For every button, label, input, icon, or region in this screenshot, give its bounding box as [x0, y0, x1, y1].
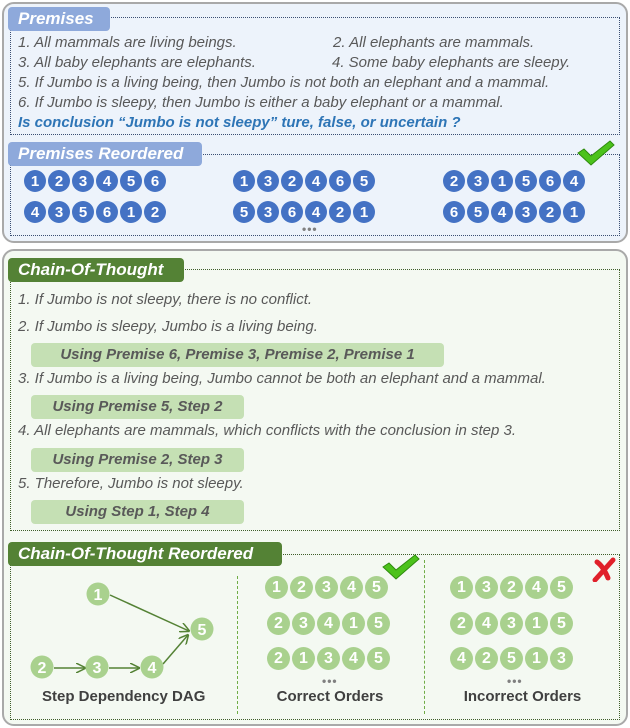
premise-node: 1 [233, 170, 255, 192]
premise-node: 1 [491, 170, 513, 192]
premise-node: 3 [72, 170, 94, 192]
premise-node: 1 [353, 201, 375, 223]
step-node: 1 [342, 612, 365, 635]
step-node: 5 [550, 576, 573, 599]
premise-node: 3 [257, 170, 279, 192]
premise-node: 5 [515, 170, 537, 192]
column-divider [237, 576, 238, 714]
step-node: 2 [267, 612, 290, 635]
premise-node: 2 [281, 170, 303, 192]
premise-order-row [24, 201, 166, 223]
premise-node: 1 [120, 201, 142, 223]
step-node: 5 [500, 647, 523, 670]
step-node: 2 [475, 647, 498, 670]
cot-step-3: 3. If Jumbo is a living being, Jumbo cannot be both an elephant and a mammal. [18, 370, 546, 387]
premise-node: 2 [48, 170, 70, 192]
cot-step-1: 1. If Jumbo is not sleepy, there is no conflict. [18, 291, 313, 308]
premise-node: 3 [257, 201, 279, 223]
checkmark-icon [576, 139, 616, 167]
step-node: 5 [550, 612, 573, 635]
premise-node: 6 [539, 170, 561, 192]
premise-node: 3 [467, 170, 489, 192]
cot-step-2: 2. If Jumbo is sleepy, Jumbo is a living being. [18, 318, 318, 335]
premise-node: 4 [24, 201, 46, 223]
checkmark-icon [381, 553, 421, 581]
premise-node: 1 [24, 170, 46, 192]
step-node: 2 [450, 612, 473, 635]
step-node: 1 [265, 576, 288, 599]
premise-node: 5 [72, 201, 94, 223]
svg-text:1: 1 [93, 587, 103, 604]
premise-node: 3 [515, 201, 537, 223]
step-node: 4 [340, 576, 363, 599]
more-orders-ellipsis: ••• [322, 674, 338, 688]
premise-node: 4 [491, 201, 513, 223]
svg-text:2: 2 [37, 660, 47, 677]
premise-node: 3 [48, 201, 70, 223]
step-node: 5 [365, 576, 388, 599]
cot-step-5-using: Using Step 1, Step 4 [31, 500, 244, 524]
premise-node: 2 [144, 201, 166, 223]
premise-node: 2 [329, 201, 351, 223]
premise-node: 4 [563, 170, 585, 192]
premise-node: 4 [305, 170, 327, 192]
step-node: 3 [550, 647, 573, 670]
cross-icon [592, 556, 616, 582]
premise-order-row [233, 201, 375, 223]
premise-order-row [443, 201, 585, 223]
cot-step-4-using: Using Premise 2, Step 3 [31, 448, 244, 472]
step-node: 4 [317, 612, 340, 635]
incorrect-orders-caption: Incorrect Orders [463, 688, 582, 705]
step-node: 1 [450, 576, 473, 599]
premises-tag: Premises [8, 7, 110, 31]
step-node: 1 [525, 612, 548, 635]
premise-node: 5 [467, 201, 489, 223]
more-orders-ellipsis: ••• [507, 674, 523, 688]
step-node: 1 [525, 647, 548, 670]
premise-node: 5 [353, 170, 375, 192]
premise-node: 6 [281, 201, 303, 223]
premise-node: 6 [443, 201, 465, 223]
step-node: 2 [267, 647, 290, 670]
step-dependency-dag [20, 570, 230, 685]
column-divider [424, 560, 425, 714]
step-node: 3 [315, 576, 338, 599]
premise-5: 5. If Jumbo is a living being, then Jumbo is not both an elephant and a mammal. [18, 74, 550, 91]
premise-4: 4. Some baby elephants are sleepy. [332, 54, 571, 71]
premise-node: 4 [96, 170, 118, 192]
step-node: 2 [290, 576, 313, 599]
premise-node: 4 [305, 201, 327, 223]
step-node: 5 [367, 612, 390, 635]
cot-tag: Chain-Of-Thought [8, 258, 184, 282]
correct-order-row [267, 647, 390, 670]
cot-step-3-using: Using Premise 5, Step 2 [31, 395, 244, 419]
step-node: 3 [475, 576, 498, 599]
step-node: 4 [450, 647, 473, 670]
svg-text:4: 4 [147, 660, 157, 677]
premises-reordered-tag: Premises Reordered [8, 142, 202, 166]
cot-step-2-using: Using Premise 6, Premise 3, Premise 2, Premise 1 [31, 343, 444, 367]
premise-node: 6 [329, 170, 351, 192]
incorrect-order-row [450, 647, 573, 670]
cot-reordered-tag: Chain-Of-Thought Reordered [8, 542, 282, 566]
cot-step-4: 4. All elephants are mammals, which conflicts with the conclusion in step 3. [18, 422, 517, 439]
incorrect-order-row [450, 576, 573, 599]
premise-order-row [233, 170, 375, 192]
svg-text:5: 5 [197, 622, 207, 639]
step-node: 4 [342, 647, 365, 670]
step-node: 3 [317, 647, 340, 670]
step-node: 5 [367, 647, 390, 670]
step-node: 3 [500, 612, 523, 635]
step-node: 1 [292, 647, 315, 670]
premise-node: 6 [144, 170, 166, 192]
conclusion-question: Is conclusion “Jumbo is not sleepy” ture, false, or uncertain ? [18, 114, 461, 131]
correct-order-row [267, 612, 390, 635]
step-node: 3 [292, 612, 315, 635]
premise-order-row [24, 170, 166, 192]
step-node: 4 [475, 612, 498, 635]
more-orders-ellipsis: ••• [302, 222, 318, 236]
premise-3: 3. All baby elephants are elephants. [18, 54, 256, 71]
premise-1: 1. All mammals are living beings. [18, 34, 237, 51]
step-node: 4 [525, 576, 548, 599]
step-node: 2 [500, 576, 523, 599]
premise-6: 6. If Jumbo is sleepy, then Jumbo is either a baby elephant or a mammal. [18, 94, 504, 111]
premise-order-row [443, 170, 585, 192]
premise-2: 2. All elephants are mammals. [333, 34, 535, 51]
premise-node: 5 [120, 170, 142, 192]
premise-node: 2 [539, 201, 561, 223]
incorrect-order-row [450, 612, 573, 635]
premise-node: 6 [96, 201, 118, 223]
premise-node: 1 [563, 201, 585, 223]
cot-step-5: 5. Therefore, Jumbo is not sleepy. [18, 475, 244, 492]
correct-order-row [265, 576, 388, 599]
dag-caption: Step Dependency DAG [42, 688, 206, 705]
premise-node: 2 [443, 170, 465, 192]
premise-node: 5 [233, 201, 255, 223]
correct-orders-caption: Correct Orders [276, 688, 384, 705]
svg-text:3: 3 [92, 660, 102, 677]
